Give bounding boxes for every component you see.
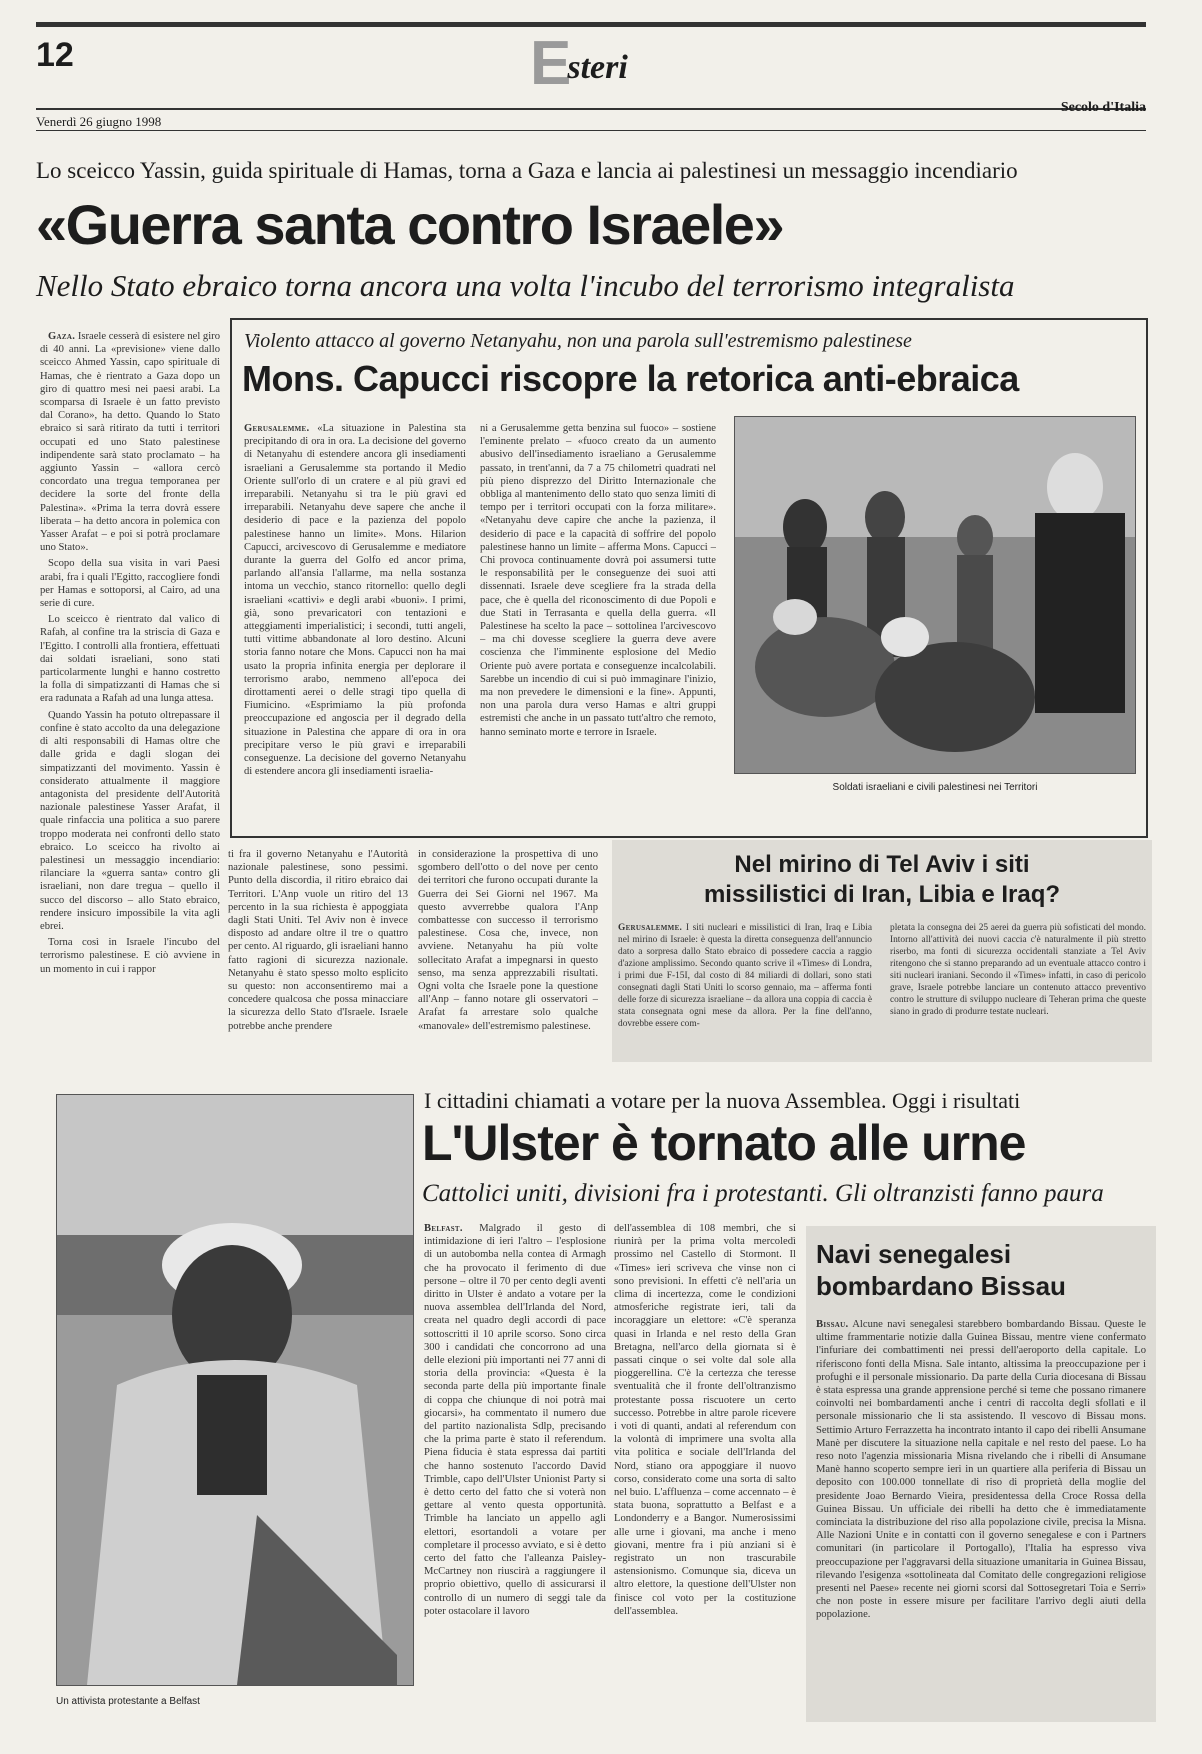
lead-dateline: Gaza. [48,331,76,342]
lead-paragraph: Lo sceicco è rientrato dal valico di Rafah, al confine tra la striscia di Gaza e l'Egitto. I controlli alla frontiera, effettuati dai soldati israeliani, sono stati particolarmente lunghi e hanno costretto la folla di simpatizzanti di Hamas che si era radunata a Rafah ad una lunga attesa. [40,614,220,705]
bissau-headline [816,1238,1146,1302]
capucci-kicker: Violento attacco al governo Netanyahu, non una parola sull'estremismo palestinese [244,330,912,352]
capucci-column-2: ni a Gerusalemme getta benzina sul fuoco» – sostiene l'eminente prelato – «fuoco creato da un aumento abusivo dell'insediamento israeliano a Gerusalemme passato, in trent'anni, da 7 a 75 chilometri quadrati nel più pieno disprezzo del Diritto Internazionale che obbliga al mantenimento dello stato quo senza limiti di tempo per i territori occupati con la forza militare». «Netanyahu deve capire che anche la pazienza, il desiderio di pace e la capacità di soffrire del popolo palestinese hanno un limite – afferma Mons. Capucci – Chi provoca continuamente dovrà poi assumersi tutte le responsabilità per le conseguenze dei suoi atti dissennati. Israele deve scegliere fra la strada della pace, che è quella del riconoscimento di due Popoli e due Stati in Terrasanta e quella della guerra. «Il Palestinese ha scelto la pace – sottolinea l'arcivescovo – ma chi dovesse scegliere la guerra deve avere coscienza che l'imminente esplosione del Medio Oriente può avere portata e conseguenze incalcolabili. Sarebbe un incendio di cui si può immaginare l'inizio, ma non prevedere le dimensioni e la fine». Appunti, non una parola dura verso Hamas e altri gruppi estremisti che anche in un passato tutt'altro che remoto, hanno seminato morte e terrore in Israele. [480,423,716,738]
section-rest: steri [567,49,628,86]
ulster-photo [56,1094,414,1686]
capucci-headline: Mons. Capucci riscopre la retorica anti-ebraica [242,358,1019,399]
missili-text-1: I siti nucleari e missilistici di Iran, Iraq e Libia nel mirino di Israele: è questa la diretta conseguenza dell'annuncio dato a sorpresa dallo Stato ebraico di possedere caccia a raggio d'azione amplissimo. Secondo quanto scrive il «Times» di Londra, i primi due F-15I, dal costo di 84 miliardi di dollari, sono stati consegnati dagli Stati Uniti lo scorso gennaio, ma – afferma fonti delle forze di sicurezza israeliane – da allora una coppia di caccia è stata consegnata ogni mese da allora. Per la fine dell'anno, dovrebbe essere com- [618,923,872,1029]
ulster-headline: L'Ulster è tornato alle urne [422,1115,1026,1171]
ulster-photo-caption: Un attivista protestante a Belfast [56,1696,200,1707]
bissau-column [816,1318,1146,1714]
lead-kicker: Lo sceicco Yassin, guida spirituale di Hamas, torna a Gaza e lancia ai palestinesi un messaggio incendiario [36,158,1018,183]
bissau-text: Alcune navi senegalesi starebbero bombardando Bissau. Queste le ultime frammentarie notizie dalla Guinea Bissau, mentre viene confermato l'infuriare dei combattimenti nei pressi dell'aeroporto della capitale. Lo riferiscono fonti della Misna. Sale intanto, altissima la preoccupazione per i profughi e il personale missionario. Da parte della Curia diocesana di Bissau è stata espressa una grande apprensione perché si teme che possano rimanere coinvolti nei bombardamenti anche i centri di raccolta degli sfollati e il personale missionario che li sta assistendo. Il vescovo di Bissau mons. Settimio Arturo Ferrazzetta ha incontrato intanto il capo dei ribelli Ansumane Manè per discutere la situazione nella capitale e nel resto del paese. Lo ha reso noto l'agenzia missionaria Misna rivelando che i ribelli di Ansumane Manè hanno scoperto sempre ieri in un quartiere alla periferia di Bissau un deposito con 100.000 tonnellate di riso di proprietà della moglie del presidente Joao Bernardo Vieira, presidentessa della Croce Rossa della Guinea Bissau. Un ufficiale dei ribelli ha detto che è immediatamente cominciata la distribuzione del riso alla popolazione civile, precisa la Misna. Alle Nazioni Unite e in contatti con il governo senegalese e con i Partners comunitari (in particolare il Portogallo), l'Italia ha espresso viva preoccupazione per l'aggravarsi della situazione umanitaria in Guinea Bissau, rilevando l'esigenza «sottolineata dal Comitato delle congregazioni religiose presenti nel Paese» recente nei giorni scorsi dal Sottosegretari Toia e Serri» che non poste in essere misure per facilitare l'arrivo degli aiuti della popolazione. [816,1319,1146,1621]
missili-column-2: pletata la consegna dei 25 aerei da guerra più sofisticati del mondo. Intorno all'attività dei nuovi caccia c'è naturalmente il più stretto riserbo, ma fonti di sicurezza occidentali stanziate a Tel Aviv ritengono che si stanno preparando ad un eventuale attacco contro i siti nucleari iraniani. Secondo il «Times» infatti, in caso di pericolo grave, Israele potrebbe lanciare un contenuto attacco preventivo contro le strutture di sviluppo nucleare di Teheran prima che queste siano in grado di produrre testate nucleari. [890,923,1146,1017]
lead-paragraph: Scopo della sua visita in vari Paesi arabi, fra i quali l'Egitto, raccogliere fondi per Hamas e sottoporsi, al Cairo, ad una serie di cure. [40,558,220,610]
page-number: 12 [36,36,74,74]
ulster-column-2: dell'assemblea di 108 membri, che si riunirà per la prima volta mercoledì prossimo nel Castello di Stormont. Il «Times» ieri scriveva che vinse non ci sono previsioni. In effetti c'è nell'aria un clima di incertezza, come le condizioni atmosferiche registrate ieri, tali da incoraggiare un elettore: «C'è speranza quasi in Irlanda e nel resto della Gran Bretagna, nell'arco della giornata si è passati cinque o sei volte dal sole alla pioggerellina. C'è la certezza che teresse sventualità che il fronte dell'oltranzismo protestante possa riscuotere un certo successo. Potrebbe in altre parole ricevere i voti di quanti, andati al referendum con la volontà di imprimere una svolta alla vita politica e sociale dell'Irlanda del Nord, stiano ora appoggiare il nuovo corso, considerato come una sorta di salto nel buio. L'affluenza – come accennato – è stata buona, soprattutto a Belfast e a Londonderry e a Bangor. Numerosissimi alle urne i giovani, ma anche i meno giovani, mentre fra i più anziani si è registrato un non trascurabile astensionismo. Comunque sia, diceva un altro elettore, la questione dell'Ulster non finisce col voto per la costituzione dell'assemblea. [614,1223,796,1617]
lead-paragraph: Israele cesserà di esistere nel giro di 40 anni. La «previsione» viene dallo sceicco Ahmed Yassin, capo spirituale di Hamas, che è rientrato a Gaza dopo un giro di quattro mesi nei paesi arabi. La scomparsa di Israele è un fatto previsto dal Corano», ha detto. Quando lo Stato ebraico si sarà ritirato da tutti i territori occupati ed uno Stato palestinese indipendente sarà stato proclamato – ha aggiunto Yassin – «allora cercò concordato una tregua temporanea per decidere la sorte del fronte della Palestina». «Prima la terra dovrà essere liberata – ha detto ancora in polemica con Yasser Arafat – e poi si potrà proclamare uno Stato». [40,331,220,554]
newspaper-name: Secolo d'Italia [1060,100,1146,115]
capucci-photo-caption: Soldati israeliani e civili palestinesi nei Territori [832,782,1038,793]
lead-column-3: in considerazione la prospettiva di uno sgombero dell'otto o del nove per cento dei territori che furono occupati durante la Guerra dei Sei Giorni nel 1967. Ma questo avverrebbe qualora l'Anp combattesse con successo il terrorismo palestinese. Cosa che, invece, non avviene. Netanyahu ha più volte sollecitato Arafat a impegnarsi in questo senso, ma senza apprezzabili risultati. Ogni volta che Israele pone la questione all'Anp – fanno notare gli osservatori – Arafat fa arrestare solo qualche «manovale» dell'estremismo palestinese. [418,849,598,1032]
ulster-photo-image [57,1095,413,1685]
capucci-column-1 [244,422,466,826]
ulster-dateline: Belfast. [424,1223,463,1234]
lead-column-2: ti fra il governo Netanyahu e l'Autorità nazionale palestinese, sono pessimi. Punto della discordia, il ritiro ebraico dai Territori. L'Anp vuole un ritiro del 13 percento in la sua richiesta è appoggiata dagli Stati Uniti. Tel Aviv non è invece disposto ad andare oltre il tre o quattro per cento. Al riguardo, gli israeliani hanno fatto ragioni di sicurezza nazionale. Netanyahu è stato spesso molto esplicito su questo: non acconsentiremo mai a concedere qualcosa che possa minacciare la sicurezza dello Stato d'Israele. Israele potrebbe anche prendere [228,849,408,1032]
capucci-dateline: Gerusalemme. [244,423,310,434]
capucci-photo [734,416,1136,774]
missili-column-1 [618,922,872,1054]
lead-subhead: Nello Stato ebraico torna ancora una volta l'incubo del terrorismo integralista [36,268,1015,303]
section-initial: E [530,29,572,98]
missili-headline-line-2: missilistici di Iran, Libia e Iraq? [703,881,1061,908]
bissau-headline-line-2: bombardano Bissau [816,1271,1066,1301]
missili-headline [612,850,1152,910]
capucci-text-1: «La situazione in Palestina sta precipitando di ora in ora. La decisione del governo di Netanyahu di estendere ancora gli insediamenti israeliani a Gerusalemme sta portando il Medio Oriente sull'orlo di un cratere e al più gravi ed irreparabili. Netanyahu si tra le più gravi ed irreparabili. Netanyahu deve sapere che anche il desiderio di pace e la pazienza del popolo palestinese hanno un limite». Mons. Hilarion Capucci, arcivescovo di Gerusalemme e mediatore durante la guerra del Golfo ed ancor prima, parlando all'ansia l'allarme, ma nella sostanza intoma un vecchio, stanco ritornello: quello degli israeliani «cattivi» e degli arabi «buoni». I primi, già, sono prevaricatori con tentazioni e atteggiamenti imperialistici; i secondi, tutti angeli, tutti vittime abbandonate al loro destino. Alcuni storia fanno notare che Mons. Capucci non ha mai usato la propria infinita energia per deplorare il terrorismo arabo, nemmeno all'epoca dei dirottamenti aerei o delle stragi tipo quella di Fiumicino. «Esprimiamo la più profonda preoccupazione ed angoscia per il degrado della situazione in Palestina che appare di ora in ora precipitare verso le più gravi e irreparabili conseguenze. La decisione del governo Netanyahu di estendere ancora gli insediamenti israelia- [244,423,466,778]
lead-paragraph: Torna così in Israele l'incubo del terrorismo palestinese. E ciò avviene in un momento in cui i rappor [40,937,220,975]
ulster-column-1 [424,1222,606,1732]
missili-headline-line-1: Nel mirino di Tel Aviv i siti [734,851,1030,878]
lead-paragraph: Quando Yassin ha potuto oltrepassare il confine è stato accolto da una delegazione di alti responsabili di Hamas oltre che dalle grida e dagli slogan dei simpatizzanti del movimento. Yassin è considerato attualmente il maggiore antagonista del presidente dell'Autorità nazionale palestinese Yasser Arafat, il quale rinfaccia una politica a suo parere troppo moderata nei confronti dello stato ebraico. Lo sceicco ha rivolto ai palestinesi un messaggio incendiario: rilanciare la «guerra santa» contro gli israeliani, non dare tregua – quello il succo del discorso – allo Stato ebraico, rendere insicuro impossibile la vita agli ebrei. [40,709,220,932]
ulster-text-1: Malgrado il gesto di intimidazione di ieri l'altro – l'esplosione di un autobomba nella contea di Armagh che ha provocato il ferimento di due persone – oltre il 70 per cento degli aventi diritto in Ulster è andato a votare per la nuova assemblea dell'Irlanda del Nord, creata nel quadro degli accordi di pace sottoscritti il 10 aprile scorso. Sono circa 300 i candidati che concorrono ad una delle elezioni più importanti nei 77 anni di storia della provincia: «Questa è la seconda parte della più importante finale di coppa che chiunque di noi potrà mai giocarsi», ha commentato il numero due del partito nazionalista Sdlp, precisando che la prima parte è stato il referendum. Piena fiducia è stata espressa dai partiti che hanno sostenuto l'accordo David Trimble, capo dell'Ulster Unionist Party si è detto certo del fatto che si voterà non gettare al vento questa opportunità. Trimble ha lanciato un appello agli elettori, esortandoli a votare per completare il processo avviato, e si è detto certo del fatto che l'alleanza Paisley-McCartney non riuscirà a raggiungere il proprio obiettivo, quello di assicurarsi il controllo di un numero di seggi tale da poter ostacolare il lavoro [424,1223,606,1617]
lead-column-1 [40,330,220,1060]
section-title [530,29,632,98]
lead-headline: «Guerra santa contro Israele» [36,193,784,256]
ulster-subhead: Cattolici uniti, divisioni fra i protestanti. Gli oltranzisti fanno paura [422,1180,1104,1207]
missili-dateline: Gerusalemme. [618,923,683,933]
ulster-kicker: I cittadini chiamati a votare per la nuova Assemblea. Oggi i risultati [424,1088,1021,1113]
bissau-headline-line-1: Navi senegalesi [816,1239,1012,1269]
bissau-dateline: Bissau. [816,1319,849,1330]
capucci-photo-image [735,417,1135,773]
issue-date: Venerdì 26 giugno 1998 [36,114,162,129]
